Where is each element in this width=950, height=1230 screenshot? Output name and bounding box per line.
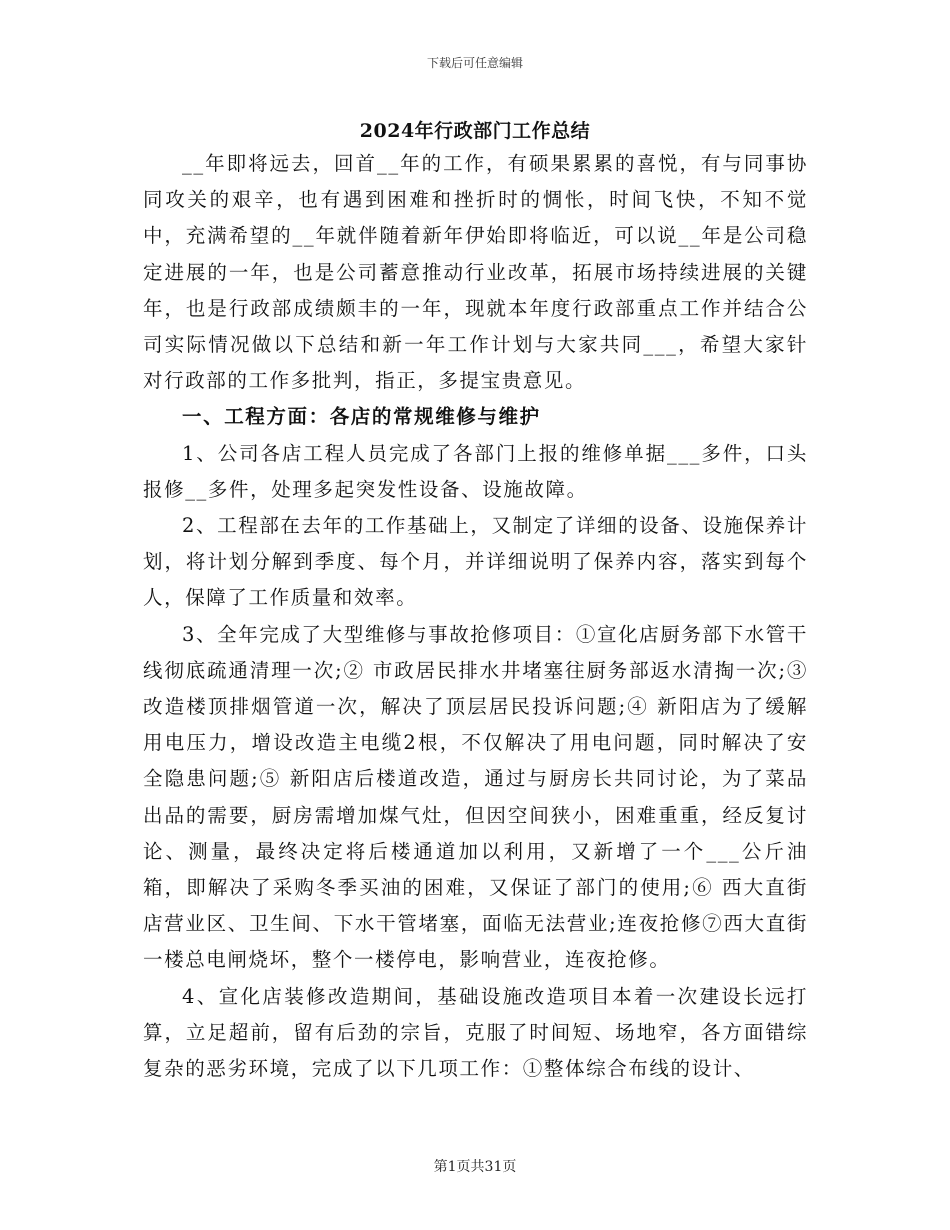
page-number-footer: 第1页共31页 [433, 1159, 517, 1175]
page-header-note: 下载后可任意编辑 [426, 56, 523, 70]
body-paragraph-item-1: 1、公司各店工程人员完成了各部门上报的维修单据___多件，口头报修__多件，处理多起突发性设备、设施故障。 [143, 441, 808, 501]
body-paragraph-item-2: 2、工程部在去年的工作基础上，又制定了详细的设备、设施保养计划，将计划分解到季度、每个月，并详细说明了保养内容，落实到每个人，保障了工作质量和效率。 [143, 514, 808, 610]
body-paragraph-item-3: 3、全年完成了大型维修与事故抢修项目：①宣化店厨务部下水管干线彻底疏通清理一次;② 市政居民排水井堵塞往厨务部返水清掏一次;③ 改造楼顶排烟管道一次，解决了顶层居民投诉问题;④ 新阳店为了缓解用电压力，增设改造主电缆2根，不仅解决了用电问题，同时解决了安全隐患问题;⑤ 新阳店后楼道改造，通过与厨房长共同讨论，为了菜品出品的需要，厨房需增加煤气灶，但因空间狭小，困难重重，经反复讨论、测量，最终决定将后楼通道加以利用，又新增了一个___公斤油箱，即解决了采购冬季买油的困难，又保证了部门的使用;⑥ 西大直街店营业区、卫生间、下水干管堵塞，面临无法营业;连夜抢修⑦西大直街一楼总电闸烧坏，整个一楼停电，影响营业，连夜抢修。 [143, 622, 808, 972]
section-heading-engineering: 一、工程方面：各店的常规维修与维护 [182, 405, 541, 429]
document-body [143, 146, 808, 1087]
intro-paragraph: __年即将远去，回首__年的工作，有硕果累累的喜悦，有与同事协同攻关的艰辛，也有遇到困难和挫折时的惆怅，时间飞快，不知不觉中，充满希望的__年就伴随着新年伊始即将临近，可以说__年是公司稳定进展的一年，也是公司蓄意推动行业改革，拓展市场持续进展的关键年，也是行政部成绩颇丰的一年，现就本年度行政部重点工作并结合公司实际情况做以下总结和新一年工作计划与大家共同___，希望大家针对行政部的工作多批判，指正，多提宝贵意见。 [143, 152, 808, 393]
body-paragraph-item-4: 4、宣化店装修改造期间，基础设施改造项目本着一次建设长远打算，立足超前，留有后劲的宗旨，克服了时间短、场地窄，各方面错综复杂的恶劣环境，完成了以下几项工作：①整体综合布线的设计、 [143, 984, 808, 1081]
document-title: 2024年行政部门工作总结 [359, 120, 591, 142]
